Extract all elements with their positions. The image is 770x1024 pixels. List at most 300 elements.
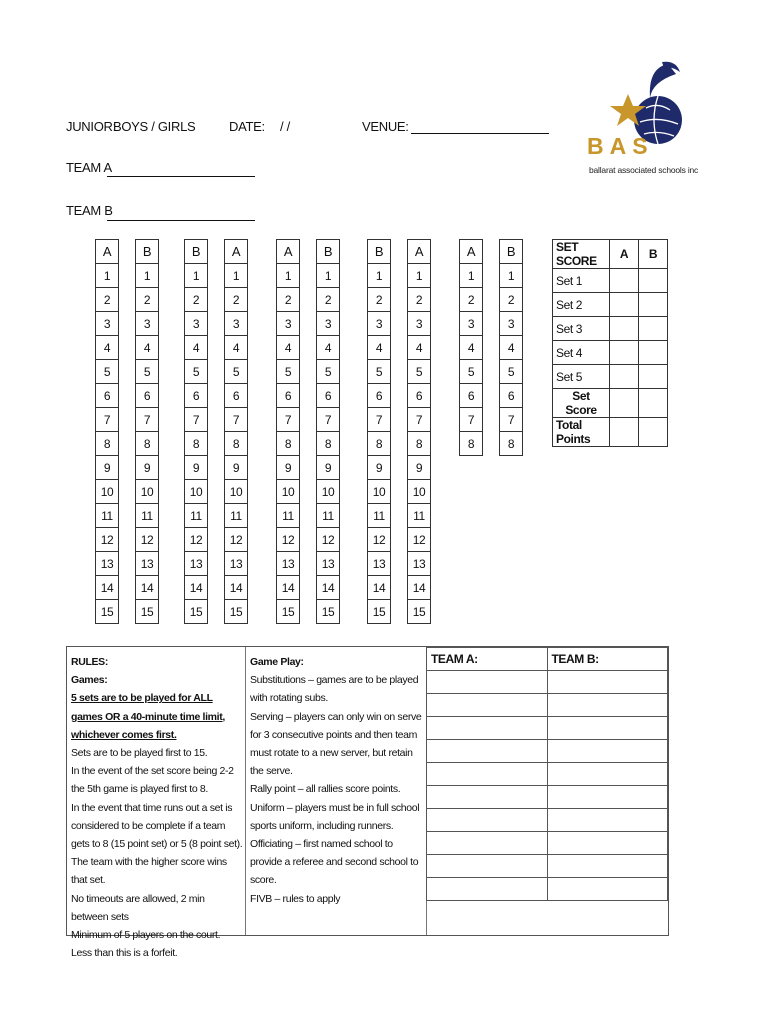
score-cell[interactable]: 11: [277, 504, 300, 528]
game-play-line: Substitutions – games are to be played with rotating subs.: [250, 674, 419, 705]
set-row-label: Set 3: [553, 317, 610, 341]
set-score-cell[interactable]: [639, 341, 668, 365]
score-cell[interactable]: 8: [277, 432, 300, 456]
player-cell[interactable]: [427, 809, 548, 832]
set-score-cell[interactable]: [639, 293, 668, 317]
set-score-col-b: B: [639, 240, 668, 269]
player-cell[interactable]: [427, 878, 548, 901]
set-score-cell[interactable]: [610, 269, 639, 293]
player-cell[interactable]: [547, 878, 668, 901]
score-cell[interactable]: 2: [500, 288, 523, 312]
score-cell[interactable]: 7: [460, 408, 483, 432]
date-field[interactable]: / /: [280, 119, 290, 134]
score-cell[interactable]: 15: [96, 600, 119, 624]
score-cell[interactable]: 9: [185, 456, 208, 480]
score-cell[interactable]: 6: [408, 384, 431, 408]
score-cell[interactable]: 6: [96, 384, 119, 408]
score-cell[interactable]: 13: [225, 552, 248, 576]
score-cell[interactable]: 7: [225, 408, 248, 432]
grid-spacer: [300, 504, 317, 528]
score-cell[interactable]: 9: [317, 456, 340, 480]
set-row-label: Set 4: [553, 341, 610, 365]
score-grid-set-1: [95, 239, 159, 624]
score-cell[interactable]: 9: [96, 456, 119, 480]
rules-line: In the event of the set score being 2-2 the 5th game is played first to 8.: [71, 765, 234, 796]
grid-spacer: [300, 480, 317, 504]
grid-spacer: [119, 264, 136, 288]
grid-spacer: [208, 288, 225, 312]
score-cell[interactable]: 12: [408, 528, 431, 552]
grid-header: B: [136, 240, 159, 264]
score-cell[interactable]: 14: [368, 576, 391, 600]
player-cell[interactable]: [547, 809, 668, 832]
grid-spacer: [391, 432, 408, 456]
rules-line: In the event that time runs out a set is considered to be complete if a team gets to 8 (15 point set) or 5 (8 point set). The team with the higher score wins that set.: [71, 801, 243, 887]
score-cell[interactable]: 2: [408, 288, 431, 312]
score-cell[interactable]: 3: [136, 312, 159, 336]
score-cell[interactable]: 1: [185, 264, 208, 288]
score-cell[interactable]: 14: [136, 576, 159, 600]
team-a-header: TEAM A:: [427, 648, 548, 671]
score-cell[interactable]: 13: [317, 552, 340, 576]
game-play-title: Game Play:: [250, 656, 304, 668]
score-cell[interactable]: 12: [185, 528, 208, 552]
score-cell[interactable]: 7: [185, 408, 208, 432]
score-cell[interactable]: 13: [136, 552, 159, 576]
venue-field[interactable]: [411, 121, 549, 137]
score-cell[interactable]: 2: [317, 288, 340, 312]
score-cell[interactable]: 5: [460, 360, 483, 384]
score-cell[interactable]: 12: [368, 528, 391, 552]
logo-subtitle: ballarat associated schools inc: [589, 165, 699, 175]
score-cell[interactable]: 14: [317, 576, 340, 600]
score-cell[interactable]: 15: [136, 600, 159, 624]
score-cell[interactable]: 8: [500, 432, 523, 456]
grid-spacer: [391, 288, 408, 312]
grid-spacer: [391, 336, 408, 360]
grid-spacer: [483, 336, 500, 360]
grid-spacer: [119, 360, 136, 384]
score-cell[interactable]: 10: [136, 480, 159, 504]
grid-spacer: [391, 600, 408, 624]
score-cell[interactable]: 1: [96, 264, 119, 288]
score-cell[interactable]: 4: [460, 336, 483, 360]
score-cell[interactable]: 1: [368, 264, 391, 288]
score-cell[interactable]: 5: [277, 360, 300, 384]
grid-spacer: [300, 456, 317, 480]
grid-spacer: [391, 240, 408, 264]
score-cell[interactable]: 4: [185, 336, 208, 360]
set-score-cell[interactable]: [610, 389, 639, 418]
grid-spacer: [119, 576, 136, 600]
team-b-field[interactable]: [107, 208, 255, 224]
score-cell[interactable]: 10: [225, 480, 248, 504]
grid-spacer: [208, 576, 225, 600]
score-cell[interactable]: 8: [408, 432, 431, 456]
venue-label: VENUE:: [362, 119, 409, 134]
player-cell[interactable]: [427, 855, 548, 878]
score-cell[interactable]: 11: [185, 504, 208, 528]
grid-spacer: [208, 552, 225, 576]
score-cell[interactable]: 13: [96, 552, 119, 576]
score-cell[interactable]: 14: [96, 576, 119, 600]
grid-header: B: [368, 240, 391, 264]
rules-bold-line: 5 sets are to be played for ALL games OR a 40-minute time limit, whichever comes first.: [71, 692, 225, 741]
score-cell[interactable]: 13: [185, 552, 208, 576]
score-cell[interactable]: 7: [368, 408, 391, 432]
game-play-column: [250, 653, 422, 908]
grid-spacer: [300, 288, 317, 312]
game-play-line: FIVB – rules to apply: [250, 892, 341, 905]
score-cell[interactable]: 2: [136, 288, 159, 312]
grid-spacer: [119, 552, 136, 576]
score-cell[interactable]: 11: [136, 504, 159, 528]
score-grid-set-3: [276, 239, 340, 624]
player-cell[interactable]: [547, 694, 668, 717]
set-row-label: Set 5: [553, 365, 610, 389]
grid-spacer: [208, 336, 225, 360]
grid-spacer: [208, 408, 225, 432]
grid-header: A: [277, 240, 300, 264]
game-play-line: Serving – players can only win on serve for 3 consecutive points and then team must rotate to a new server, but retain the serve.: [250, 710, 422, 778]
grid-header: B: [317, 240, 340, 264]
team-a-label: TEAM A: [66, 160, 112, 175]
score-cell[interactable]: 3: [225, 312, 248, 336]
player-cell[interactable]: [547, 786, 668, 809]
set-score-cell[interactable]: [639, 317, 668, 341]
set-row-label: Set 1: [553, 269, 610, 293]
grid-spacer: [300, 408, 317, 432]
grid-spacer: [483, 312, 500, 336]
score-cell[interactable]: 11: [96, 504, 119, 528]
set-score-cell[interactable]: [610, 365, 639, 389]
score-cell[interactable]: 1: [500, 264, 523, 288]
score-cell[interactable]: 2: [277, 288, 300, 312]
score-cell[interactable]: 14: [277, 576, 300, 600]
grid-spacer: [483, 360, 500, 384]
rules-column: [71, 653, 243, 962]
grid-spacer: [119, 528, 136, 552]
grid-spacer: [208, 528, 225, 552]
grid-header: B: [185, 240, 208, 264]
score-cell[interactable]: 6: [500, 384, 523, 408]
player-cell[interactable]: [427, 786, 548, 809]
games-title: Games:: [71, 674, 108, 687]
grid-spacer: [483, 384, 500, 408]
score-cell[interactable]: 5: [408, 360, 431, 384]
score-cell[interactable]: 6: [317, 384, 340, 408]
score-cell[interactable]: 9: [368, 456, 391, 480]
grid-spacer: [119, 504, 136, 528]
rules-box: [66, 646, 669, 960]
player-cell[interactable]: [427, 694, 548, 717]
score-cell[interactable]: 12: [136, 528, 159, 552]
score-cell[interactable]: 11: [317, 504, 340, 528]
grid-spacer: [300, 336, 317, 360]
grid-spacer: [300, 384, 317, 408]
score-cell[interactable]: 15: [185, 600, 208, 624]
game-play-line: Uniform – players must be in full school sports uniform, including runners.: [250, 801, 420, 832]
grid-spacer: [119, 312, 136, 336]
grid-spacer: [208, 240, 225, 264]
grid-spacer: [391, 264, 408, 288]
grid-spacer: [119, 432, 136, 456]
score-cell[interactable]: 5: [317, 360, 340, 384]
score-cell[interactable]: 15: [408, 600, 431, 624]
junior-label: JUNIOR:: [66, 119, 116, 134]
score-cell[interactable]: 11: [225, 504, 248, 528]
set-row-label: Total Points: [553, 418, 610, 447]
rules-line: No timeouts are allowed, 2 min between sets: [71, 892, 205, 923]
grid-spacer: [483, 288, 500, 312]
score-cell[interactable]: 10: [96, 480, 119, 504]
boys-girls-option[interactable]: BOYS / GIRLS: [113, 119, 196, 134]
set-score-table: [552, 239, 668, 447]
rules-line: Sets are to be played first to 15.: [71, 747, 208, 760]
grid-spacer: [119, 480, 136, 504]
game-play-line: Officiating – first named school to provide a referee and second school to score.: [250, 838, 419, 887]
grid-header: A: [225, 240, 248, 264]
score-cell[interactable]: 9: [225, 456, 248, 480]
team-players-table: [426, 647, 668, 901]
score-cell[interactable]: 4: [277, 336, 300, 360]
set-score-cell[interactable]: [610, 293, 639, 317]
score-cell[interactable]: 4: [96, 336, 119, 360]
grid-spacer: [300, 576, 317, 600]
set-score-cell[interactable]: [610, 341, 639, 365]
player-cell[interactable]: [427, 717, 548, 740]
player-cell[interactable]: [427, 832, 548, 855]
grid-spacer: [208, 480, 225, 504]
score-cell[interactable]: 2: [460, 288, 483, 312]
score-cell[interactable]: 7: [277, 408, 300, 432]
team-b-label: TEAM B: [66, 203, 113, 218]
score-cell[interactable]: 1: [277, 264, 300, 288]
score-cell[interactable]: 8: [185, 432, 208, 456]
grid-spacer: [300, 312, 317, 336]
player-cell[interactable]: [427, 671, 548, 694]
player-cell[interactable]: [547, 717, 668, 740]
grid-spacer: [208, 504, 225, 528]
grid-spacer: [208, 456, 225, 480]
player-cell[interactable]: [547, 740, 668, 763]
grid-spacer: [208, 432, 225, 456]
score-cell[interactable]: 5: [500, 360, 523, 384]
score-cell[interactable]: 8: [136, 432, 159, 456]
score-cell[interactable]: 7: [408, 408, 431, 432]
score-cell[interactable]: 4: [225, 336, 248, 360]
score-cell[interactable]: 12: [277, 528, 300, 552]
score-cell[interactable]: 3: [368, 312, 391, 336]
set-score-cell[interactable]: [610, 418, 639, 447]
score-cell[interactable]: 10: [277, 480, 300, 504]
score-cell[interactable]: 9: [136, 456, 159, 480]
grid-spacer: [300, 360, 317, 384]
grid-spacer: [208, 264, 225, 288]
grid-spacer: [391, 576, 408, 600]
score-cell[interactable]: 13: [277, 552, 300, 576]
grid-spacer: [391, 456, 408, 480]
set-row-label: Set Score: [553, 389, 610, 418]
score-cell[interactable]: 12: [317, 528, 340, 552]
grid-spacer: [300, 432, 317, 456]
score-cell[interactable]: 1: [317, 264, 340, 288]
score-cell[interactable]: 15: [368, 600, 391, 624]
score-cell[interactable]: 7: [136, 408, 159, 432]
set-score-col-a: A: [610, 240, 639, 269]
grid-spacer: [391, 360, 408, 384]
grid-spacer: [208, 360, 225, 384]
score-cell[interactable]: 6: [185, 384, 208, 408]
score-cell[interactable]: 5: [136, 360, 159, 384]
score-cell[interactable]: 11: [368, 504, 391, 528]
grid-spacer: [391, 408, 408, 432]
set-score-cell[interactable]: [639, 389, 668, 418]
player-cell[interactable]: [547, 855, 668, 878]
score-cell[interactable]: 15: [225, 600, 248, 624]
set-score-cell[interactable]: [639, 365, 668, 389]
grid-spacer: [119, 408, 136, 432]
grid-spacer: [119, 288, 136, 312]
player-cell[interactable]: [427, 763, 548, 786]
score-cell[interactable]: 14: [185, 576, 208, 600]
grid-spacer: [391, 312, 408, 336]
grid-spacer: [208, 384, 225, 408]
score-cell[interactable]: 14: [408, 576, 431, 600]
score-cell[interactable]: 10: [317, 480, 340, 504]
score-cell[interactable]: 3: [277, 312, 300, 336]
score-cell[interactable]: 4: [500, 336, 523, 360]
score-cell[interactable]: 3: [500, 312, 523, 336]
player-cell[interactable]: [547, 763, 668, 786]
score-cell[interactable]: 9: [408, 456, 431, 480]
grid-spacer: [483, 240, 500, 264]
rules-line: Minimum of 5 players on the court. Less than this is a forfeit.: [71, 929, 221, 960]
team-b-header: TEAM B:: [547, 648, 668, 671]
score-cell[interactable]: 12: [225, 528, 248, 552]
set-score-cell[interactable]: [610, 317, 639, 341]
grid-spacer: [391, 552, 408, 576]
score-cell[interactable]: 11: [408, 504, 431, 528]
score-cell[interactable]: 10: [408, 480, 431, 504]
set-row-label: Set 2: [553, 293, 610, 317]
score-cell[interactable]: 4: [136, 336, 159, 360]
date-label: DATE:: [229, 119, 265, 134]
score-cell[interactable]: 7: [96, 408, 119, 432]
grid-header: A: [96, 240, 119, 264]
grid-spacer: [391, 528, 408, 552]
score-cell[interactable]: 6: [136, 384, 159, 408]
grid-spacer: [208, 600, 225, 624]
logo-text: BAS: [587, 133, 654, 159]
score-cell[interactable]: 9: [277, 456, 300, 480]
score-cell[interactable]: 13: [408, 552, 431, 576]
grid-spacer: [391, 480, 408, 504]
score-cell[interactable]: 3: [317, 312, 340, 336]
grid-spacer: [300, 264, 317, 288]
score-cell[interactable]: 1: [136, 264, 159, 288]
rules-title: RULES:: [71, 656, 108, 668]
score-cell[interactable]: 8: [460, 432, 483, 456]
score-cell[interactable]: 5: [225, 360, 248, 384]
score-cell[interactable]: 8: [317, 432, 340, 456]
score-cell[interactable]: 7: [500, 408, 523, 432]
score-cell[interactable]: 8: [96, 432, 119, 456]
grid-spacer: [391, 384, 408, 408]
score-cell[interactable]: 5: [185, 360, 208, 384]
score-cell[interactable]: 2: [185, 288, 208, 312]
score-grid-set-2: [184, 239, 248, 624]
score-cell[interactable]: 15: [277, 600, 300, 624]
score-cell[interactable]: 10: [368, 480, 391, 504]
team-a-field[interactable]: [107, 164, 255, 180]
score-cell[interactable]: 1: [408, 264, 431, 288]
score-cell[interactable]: 8: [225, 432, 248, 456]
score-cell[interactable]: 2: [96, 288, 119, 312]
game-play-line: Rally point – all rallies score points.: [250, 783, 401, 796]
player-cell[interactable]: [547, 671, 668, 694]
score-cell[interactable]: 5: [368, 360, 391, 384]
grid-spacer: [208, 312, 225, 336]
grid-spacer: [300, 552, 317, 576]
score-cell[interactable]: 6: [460, 384, 483, 408]
score-cell[interactable]: 3: [460, 312, 483, 336]
score-cell[interactable]: 14: [225, 576, 248, 600]
set-score-cell[interactable]: [639, 269, 668, 293]
grid-spacer: [119, 600, 136, 624]
score-cell[interactable]: 3: [96, 312, 119, 336]
grid-header: B: [500, 240, 523, 264]
score-cell[interactable]: 10: [185, 480, 208, 504]
grid-spacer: [119, 384, 136, 408]
grid-spacer: [300, 600, 317, 624]
set-score-header: SET SCORE: [553, 240, 610, 269]
set-score-cell[interactable]: [639, 418, 668, 447]
score-cell[interactable]: 15: [317, 600, 340, 624]
score-cell[interactable]: 13: [368, 552, 391, 576]
player-cell[interactable]: [547, 832, 668, 855]
score-cell[interactable]: 6: [225, 384, 248, 408]
grid-spacer: [391, 504, 408, 528]
grid-spacer: [119, 456, 136, 480]
score-cell[interactable]: 4: [317, 336, 340, 360]
grid-spacer: [483, 432, 500, 456]
score-cell[interactable]: 12: [96, 528, 119, 552]
player-cell[interactable]: [427, 740, 548, 763]
score-cell[interactable]: 8: [368, 432, 391, 456]
score-cell[interactable]: 6: [368, 384, 391, 408]
score-cell[interactable]: 3: [408, 312, 431, 336]
grid-spacer: [119, 336, 136, 360]
grid-spacer: [483, 264, 500, 288]
score-cell[interactable]: 1: [460, 264, 483, 288]
grid-spacer: [300, 528, 317, 552]
score-grid-set-5: [459, 239, 523, 456]
score-cell[interactable]: 2: [368, 288, 391, 312]
score-cell[interactable]: 1: [225, 264, 248, 288]
grid-spacer: [483, 408, 500, 432]
score-cell[interactable]: 2: [225, 288, 248, 312]
score-cell[interactable]: 4: [408, 336, 431, 360]
score-cell[interactable]: 7: [317, 408, 340, 432]
score-cell[interactable]: 3: [185, 312, 208, 336]
grid-header: A: [460, 240, 483, 264]
score-grid-set-4: [367, 239, 431, 624]
score-cell[interactable]: 4: [368, 336, 391, 360]
score-cell[interactable]: 6: [277, 384, 300, 408]
score-cell[interactable]: 5: [96, 360, 119, 384]
grid-header: A: [408, 240, 431, 264]
